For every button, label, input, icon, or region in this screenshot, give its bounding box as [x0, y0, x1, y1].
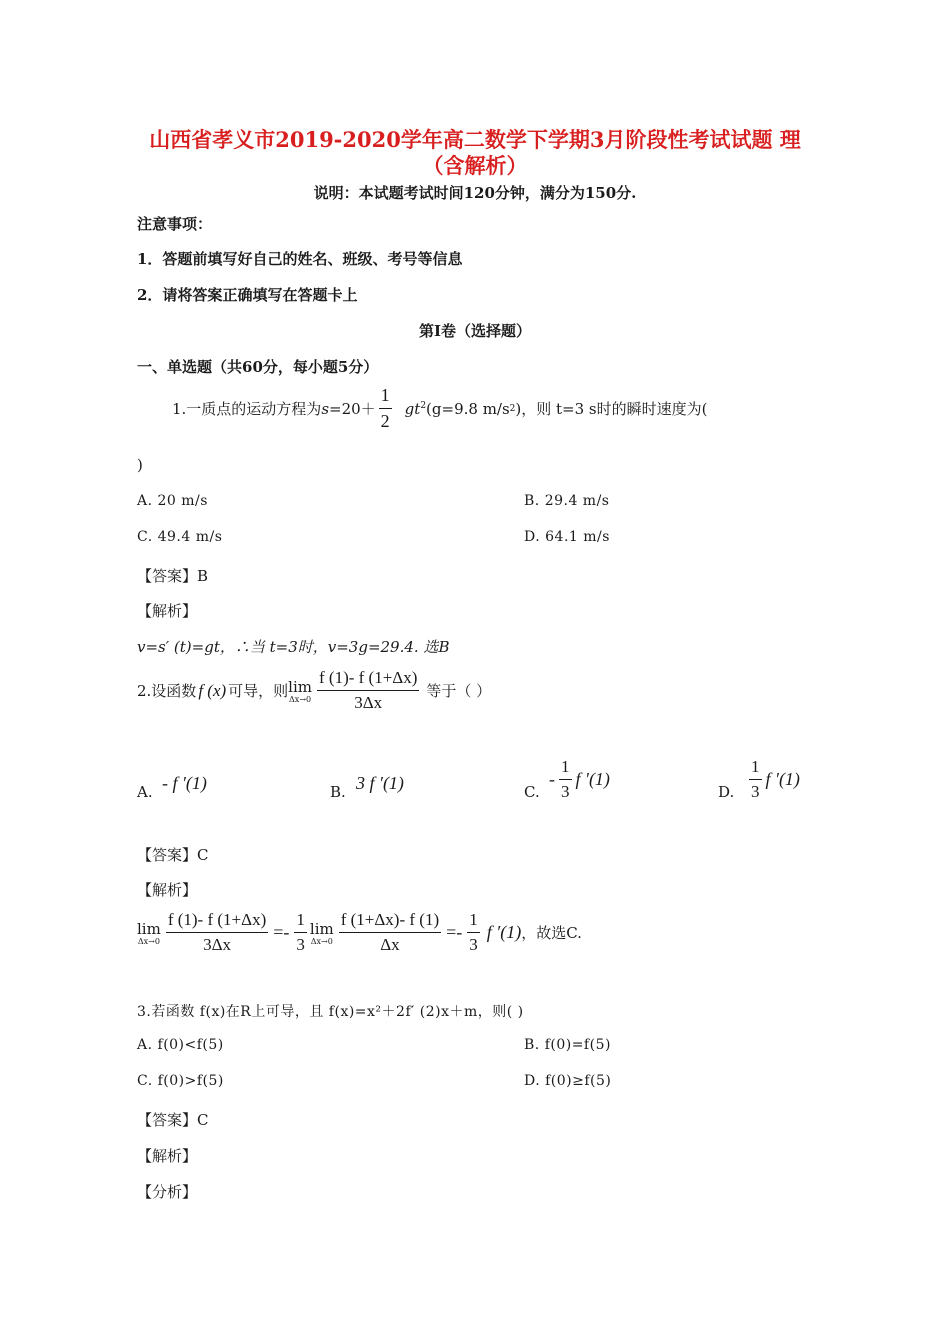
- q2-mid: 可导，则: [228, 682, 289, 700]
- q2-solution: lim Δx→0 $\frac{f (1)- f (1+\Delta x)}{3\Delta x}$ =- $\frac{1}{3}$ lim Δx→0 $\frac{f (1+\Delta x)- f (1)}{\Delta x}$ =- $\frac{1}{3}$ f ′(1) ，故选C.: [137, 910, 582, 954]
- q3-answer: 【答案】C: [137, 1111, 209, 1129]
- q2-num: f (1)- f (1+Δx): [317, 668, 419, 691]
- q1-answer: 【答案】B: [137, 567, 209, 585]
- q2-option-a: - f ′(1): [162, 773, 207, 793]
- question-3-stem: 3.若函数 f(x)在R上可导，且 f(x)=x²＋2f′ (2)x＋m，则( ): [137, 1004, 524, 1020]
- q2-option-a-label: A.: [137, 783, 153, 801]
- q2-option-b: 3 f ′(1): [356, 773, 404, 793]
- q3-fenxi-label: 【分析】: [137, 1183, 198, 1201]
- q1-close-paren: ): [137, 456, 143, 474]
- q1-eq-mid: =20＋: [329, 400, 376, 418]
- question-1-stem: 1.一质点的运动方程为 s =20＋ $\frac{1}{2}$ $gt^2$ (g=9.8 m/s 2 )，则 t=3 s时的瞬时速度为(: [172, 385, 708, 431]
- q1-gt: gt: [404, 399, 421, 418]
- q2-prefix: 2.设函数: [137, 682, 197, 700]
- q2-option-d: $\frac{1}{3}$ f ′(1): [751, 757, 800, 801]
- notice-heading: 注意事项：: [137, 215, 213, 233]
- q2-answer-value: C: [197, 846, 209, 864]
- q3-option-d: D. f(0)≥f(5): [524, 1073, 612, 1089]
- q1-option-c: C. 49.4 m/s: [137, 529, 223, 545]
- q2-analysis-label: 【解析】: [137, 881, 198, 899]
- q3-answer-value: C: [197, 1111, 209, 1129]
- q1-answer-value: B: [197, 567, 209, 585]
- q2-answer: 【答案】C: [137, 846, 209, 864]
- q2-den: 3Δx: [354, 693, 383, 712]
- q1-eq-tail2: )，则 t=3 s时的瞬时速度为(: [515, 400, 708, 418]
- q3-option-a: A. f(0)<f(5): [137, 1037, 224, 1053]
- q1-var-s: s: [321, 399, 330, 418]
- q2-limit-fraction: [317, 668, 419, 713]
- q2-option-d-label: D.: [718, 783, 735, 801]
- volume-title: 第Ⅰ卷（选择题）: [418, 322, 532, 340]
- q1-half-den: 2: [380, 411, 390, 431]
- section-title: 一、单选题（共60分，每小题5分）: [137, 358, 379, 376]
- q1-option-d: D. 64.1 m/s: [524, 529, 610, 545]
- q1-eq-tail: (g=9.8 m/s: [426, 399, 510, 418]
- q1-analysis-label: 【解析】: [137, 602, 198, 620]
- q2-suffix: 等于（ ）: [426, 682, 492, 700]
- q2-option-b-label: B.: [330, 783, 346, 801]
- notice-item-2: 2．请将答案正确填写在答题卡上: [137, 286, 358, 304]
- q1-half-num: 1: [379, 385, 392, 409]
- q1-option-b: B. 29.4 m/s: [524, 493, 610, 509]
- q2-option-c-label: C.: [524, 783, 540, 801]
- notice-item-1: 1．答题前填写好自己的姓名、班级、考号等信息: [137, 250, 463, 268]
- q1-prefix: 1.一质点的运动方程为: [172, 400, 322, 418]
- q3-option-b: B. f(0)=f(5): [524, 1037, 611, 1053]
- question-2-stem: [137, 668, 491, 713]
- q3-analysis-label: 【解析】: [137, 1147, 198, 1165]
- q2-fx: f (x): [198, 680, 227, 700]
- q2-limit: lim Δx→0: [288, 677, 312, 704]
- q1-half-fraction: [379, 385, 392, 432]
- document-title-suffix: （含解析）: [422, 153, 528, 178]
- document-title: 山西省孝义市2019-2020学年高二数学下学期3月阶段性考试试题 理: [149, 127, 801, 152]
- q3-option-c: C. f(0)>f(5): [137, 1073, 224, 1089]
- q1-analysis: v=s′ (t)=gt，∴当 t=3时，v=3g=29.4. 选B: [137, 638, 450, 656]
- q2-option-c: - $\frac{1}{3}$ f ′(1): [549, 757, 610, 801]
- exam-note: 说明：本试题考试时间120分钟，满分为150分.: [313, 184, 637, 202]
- q1-option-a: A. 20 m/s: [137, 493, 208, 509]
